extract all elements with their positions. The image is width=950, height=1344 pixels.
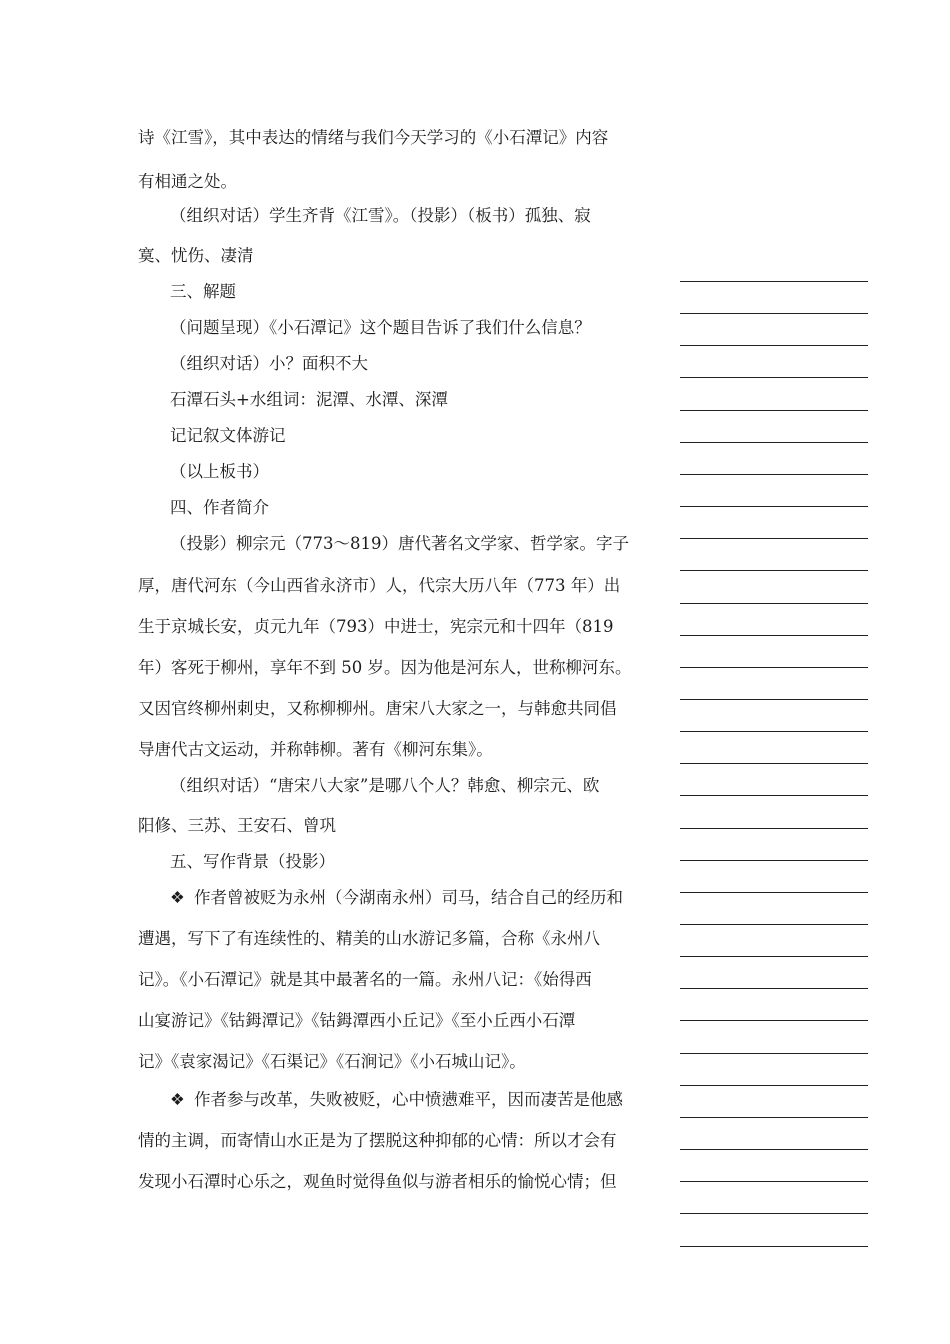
text-line: 记》《袁家渴记》《石渠记》《石涧记》《小石城山记》。 <box>138 1052 526 1071</box>
note-rule-line <box>680 924 868 925</box>
note-rule-line <box>680 1246 868 1247</box>
text-line: （组织对话）“唐宋八大家”是哪八个人？韩愈、柳宗元、欧 <box>170 776 600 795</box>
note-rule-line <box>680 281 868 282</box>
text-line: 山宴游记》《钴鉧潭记》《钴鉧潭西小丘记》《至小丘西小石潭 <box>138 1011 576 1030</box>
note-rule-line <box>680 667 868 668</box>
note-rule-line <box>680 1085 868 1086</box>
text-line: （投影）柳宗元（773～819）唐代著名文学家、哲学家。字子 <box>170 534 629 553</box>
text-line: 厚，唐代河东（今山西省永济市）人，代宗大历八年（773 年）出 <box>138 576 621 595</box>
note-rule-line <box>680 763 868 764</box>
text-line: 寞、忧伤、凄清 <box>138 246 254 265</box>
text-line: 情的主调，而寄情山水正是为了摆脱这种抑郁的心情：所以才会有 <box>138 1131 617 1150</box>
note-rule-line <box>680 1020 868 1021</box>
note-rule-line <box>680 603 868 604</box>
note-rule-line <box>680 313 868 314</box>
text-line: 记》。《小石潭记》就是其中最著名的一篇。永州八记：《始得西 <box>138 970 592 989</box>
text-line: 有相通之处。 <box>138 172 237 191</box>
notes-margin <box>680 0 870 1344</box>
note-rule-line <box>680 474 868 475</box>
note-rule-line <box>680 892 868 893</box>
note-rule-line <box>680 860 868 861</box>
section-heading: 五、写作背景（投影） <box>170 852 335 871</box>
note-rule-line <box>680 442 868 443</box>
text-line: 年）客死于柳州，享年不到 50 岁。因为他是河东人，世称柳河东。 <box>138 658 632 677</box>
text-line: （问题呈现）《小石潭记》这个题目告诉了我们什么信息？ <box>170 318 591 337</box>
note-rule-line <box>680 828 868 829</box>
text-line: 石潭石头+水组词：泥潭、水潭、深潭 <box>170 390 448 409</box>
text-line: （组织对话）学生齐背《江雪》。（投影）（板书）孤独、寂 <box>170 206 591 225</box>
note-rule-line <box>680 538 868 539</box>
text-line: 又因官终柳州刺史，又称柳柳州。唐宋八大家之一，与韩愈共同倡 <box>138 699 617 718</box>
note-rule-line <box>680 570 868 571</box>
note-rule-line <box>680 1117 868 1118</box>
bullet-line: ❖ 作者曾被贬为永州（今湖南永州）司马，结合自己的经历和 <box>170 888 623 907</box>
text-line: 遭遇，写下了有连续性的、精美的山水游记多篇，合称《永州八 <box>138 929 600 948</box>
note-rule-line <box>680 1213 868 1214</box>
text-line: 记记叙文体游记 <box>170 426 286 445</box>
section-heading: 三、解题 <box>170 282 236 301</box>
text-line: 导唐代古文运动，并称韩柳。著有《柳河东集》。 <box>138 740 493 759</box>
note-rule-line <box>680 1149 868 1150</box>
note-rule-line <box>680 795 868 796</box>
note-rule-line <box>680 345 868 346</box>
note-rule-line <box>680 1181 868 1182</box>
text-line: 诗《江雪》，其中表达的情绪与我们今天学习的《小石潭记》内容 <box>138 128 609 147</box>
note-rule-line <box>680 635 868 636</box>
section-heading: 四、作者简介 <box>170 498 269 517</box>
text-line: （以上板书） <box>170 462 269 481</box>
diamond-bullet-icon: ❖ <box>170 1090 185 1109</box>
note-rule-line <box>680 410 868 411</box>
note-rule-line <box>680 506 868 507</box>
note-rule-line <box>680 731 868 732</box>
note-rule-line <box>680 699 868 700</box>
diamond-bullet-icon: ❖ <box>170 888 185 907</box>
note-rule-line <box>680 1053 868 1054</box>
text-line: （组织对话）小？面积不大 <box>170 354 368 373</box>
bullet-line: ❖ 作者参与改革，失败被贬，心中愤懑难平，因而凄苦是他感 <box>170 1090 623 1109</box>
note-rule-line <box>680 956 868 957</box>
note-rule-line <box>680 988 868 989</box>
text-line: 阳修、三苏、王安石、曾巩 <box>138 816 336 835</box>
text-line: 发现小石潭时心乐之，观鱼时觉得鱼似与游者相乐的愉悦心情；但 <box>138 1172 617 1191</box>
note-rule-line <box>680 377 868 378</box>
text-line: 生于京城长安，贞元九年（793）中进士，宪宗元和十四年（819 <box>138 617 614 636</box>
